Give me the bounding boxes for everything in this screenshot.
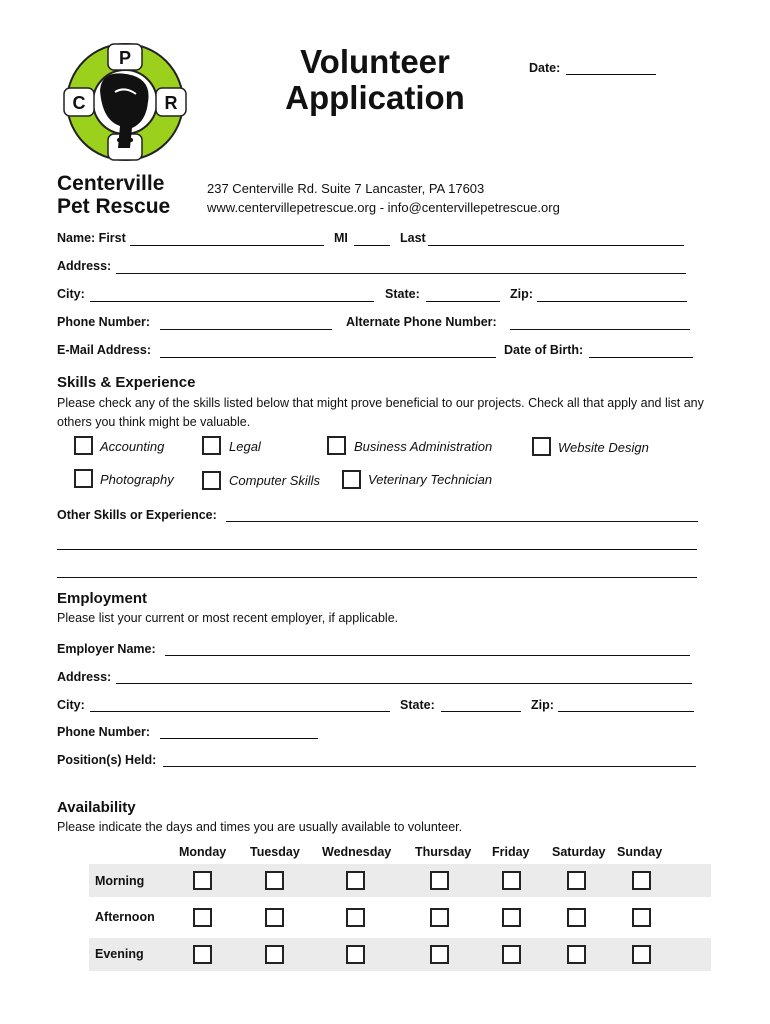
employer-zip-label: Zip:	[531, 698, 554, 712]
availability-checkbox-evening-wednesday[interactable]	[346, 945, 365, 964]
skills-description: Please check any of the skills listed below that might prove beneficial to our projects. Check all that apply and list any others you think might be valuable.	[57, 396, 704, 429]
legal-checkbox[interactable]	[202, 436, 221, 455]
date-field[interactable]	[566, 74, 656, 75]
vet-tech-checkbox[interactable]	[342, 470, 361, 489]
availability-checkbox-morning-thursday[interactable]	[430, 871, 449, 890]
phone-field[interactable]	[160, 329, 332, 330]
day-friday: Friday	[492, 845, 530, 859]
employer-phone-label: Phone Number:	[57, 725, 151, 739]
website-design-checkbox[interactable]	[532, 437, 551, 456]
vet-tech-label: Veterinary Technician	[368, 472, 493, 487]
employer-name-field[interactable]	[165, 655, 690, 656]
pet-rescue-logo	[60, 30, 190, 170]
availability-checkbox-afternoon-wednesday[interactable]	[346, 908, 365, 927]
other-skills-label: Other Skills or Experience:	[57, 508, 217, 522]
org-name	[57, 172, 170, 218]
availability-checkbox-morning-monday[interactable]	[193, 871, 212, 890]
employer-city-field[interactable]	[90, 711, 390, 712]
legal-label: Legal	[229, 439, 261, 454]
availability-description: Please indicate the days and times you are usually available to volunteer.	[57, 820, 463, 834]
accounting-checkbox[interactable]	[74, 436, 93, 455]
org-name-line2: Pet Rescue	[57, 195, 171, 218]
availability-checkbox-afternoon-sunday[interactable]	[632, 908, 651, 927]
availability-checkbox-evening-saturday[interactable]	[567, 945, 586, 964]
contact-block	[207, 179, 560, 217]
phone-label: Phone Number:	[57, 315, 151, 329]
evening-row	[89, 938, 711, 971]
time-afternoon: Afternoon	[95, 910, 155, 924]
availability-checkbox-evening-tuesday[interactable]	[265, 945, 284, 964]
email-field[interactable]	[160, 357, 496, 358]
employer-zip-field[interactable]	[558, 711, 694, 712]
day-wednesday: Wednesday	[322, 845, 392, 859]
availability-heading: Availability	[57, 799, 136, 816]
accounting-label: Accounting	[100, 439, 165, 454]
employer-state-field[interactable]	[441, 711, 521, 712]
logo-letter-r: R	[164, 93, 178, 113]
employer-state-label: State:	[400, 698, 435, 712]
day-thursday: Thursday	[415, 845, 472, 859]
employment-description: Please list your current or most recent employer, if applicable.	[57, 611, 399, 625]
first-name-field[interactable]	[130, 245, 324, 246]
availability-checkbox-morning-friday[interactable]	[502, 871, 521, 890]
employer-address-field[interactable]	[116, 683, 692, 684]
dob-field[interactable]	[589, 357, 693, 358]
day-tuesday: Tuesday	[250, 845, 300, 859]
last-name-label: Last	[400, 231, 426, 245]
org-web-email: www.centervillepetrescue.org - info@centervillepetrescue.org	[207, 200, 560, 215]
mi-field[interactable]	[354, 245, 390, 246]
availability-checkbox-morning-tuesday[interactable]	[265, 871, 284, 890]
morning-row	[89, 864, 711, 897]
computer-skills-checkbox[interactable]	[202, 471, 221, 490]
photography-label: Photography	[100, 472, 174, 487]
other-skills-field[interactable]	[226, 521, 698, 522]
state-field[interactable]	[426, 301, 500, 302]
time-morning: Morning	[95, 874, 145, 888]
availability-checkbox-evening-thursday[interactable]	[430, 945, 449, 964]
positions-field[interactable]	[163, 766, 696, 767]
logo-letter-p: P	[118, 48, 132, 68]
email-label: E-Mail Address:	[57, 343, 152, 357]
city-label: City:	[57, 287, 85, 301]
employer-name-label: Employer Name:	[57, 642, 156, 656]
dob-label: Date of Birth:	[504, 343, 584, 357]
business-admin-label: Business Administration	[354, 439, 493, 454]
availability-checkbox-afternoon-saturday[interactable]	[567, 908, 586, 927]
skills-heading: Skills & Experience	[57, 374, 196, 391]
website-design-label: Website Design	[558, 440, 649, 455]
city-field[interactable]	[90, 301, 374, 302]
employer-city-label: City:	[57, 698, 85, 712]
other-skills-line-2[interactable]	[57, 549, 697, 550]
employment-heading: Employment	[57, 590, 148, 607]
availability-checkbox-evening-friday[interactable]	[502, 945, 521, 964]
availability-checkbox-morning-sunday[interactable]	[632, 871, 651, 890]
time-evening: Evening	[95, 947, 144, 961]
other-skills-line-3[interactable]	[57, 577, 697, 578]
title-line2: Application	[285, 79, 465, 116]
availability-checkbox-morning-wednesday[interactable]	[346, 871, 365, 890]
org-name-line1: Centerville	[57, 172, 165, 195]
day-saturday: Saturday	[552, 845, 606, 859]
availability-checkbox-evening-monday[interactable]	[193, 945, 212, 964]
photography-checkbox[interactable]	[74, 469, 93, 488]
employer-phone-field[interactable]	[160, 738, 318, 739]
availability-checkbox-afternoon-monday[interactable]	[193, 908, 212, 927]
state-label: State:	[385, 287, 420, 301]
org-address: 237 Centerville Rd. Suite 7 Lancaster, PA 17603	[207, 181, 485, 196]
zip-field[interactable]	[537, 301, 687, 302]
positions-label: Position(s) Held:	[57, 753, 157, 767]
address-field[interactable]	[116, 273, 686, 274]
availability-checkbox-afternoon-tuesday[interactable]	[265, 908, 284, 927]
availability-checkbox-afternoon-thursday[interactable]	[430, 908, 449, 927]
alt-phone-label: Alternate Phone Number:	[346, 315, 497, 329]
logo-letter-c: C	[72, 93, 86, 113]
last-name-field[interactable]	[428, 245, 684, 246]
availability-checkbox-morning-saturday[interactable]	[567, 871, 586, 890]
availability-checkbox-evening-sunday[interactable]	[632, 945, 651, 964]
business-admin-checkbox[interactable]	[327, 436, 346, 455]
alt-phone-field[interactable]	[510, 329, 690, 330]
availability-checkbox-afternoon-friday[interactable]	[502, 908, 521, 927]
date-label: Date:	[529, 61, 561, 75]
title-line1: Volunteer	[300, 43, 450, 80]
employer-address-label: Address:	[57, 670, 112, 684]
page-title	[280, 44, 470, 116]
first-name-label: Name: First	[57, 231, 126, 245]
day-sunday: Sunday	[617, 845, 663, 859]
day-monday: Monday	[179, 845, 227, 859]
zip-label: Zip:	[510, 287, 533, 301]
mi-label: MI	[334, 231, 348, 245]
computer-skills-label: Computer Skills	[229, 473, 321, 488]
address-label: Address:	[57, 259, 112, 273]
